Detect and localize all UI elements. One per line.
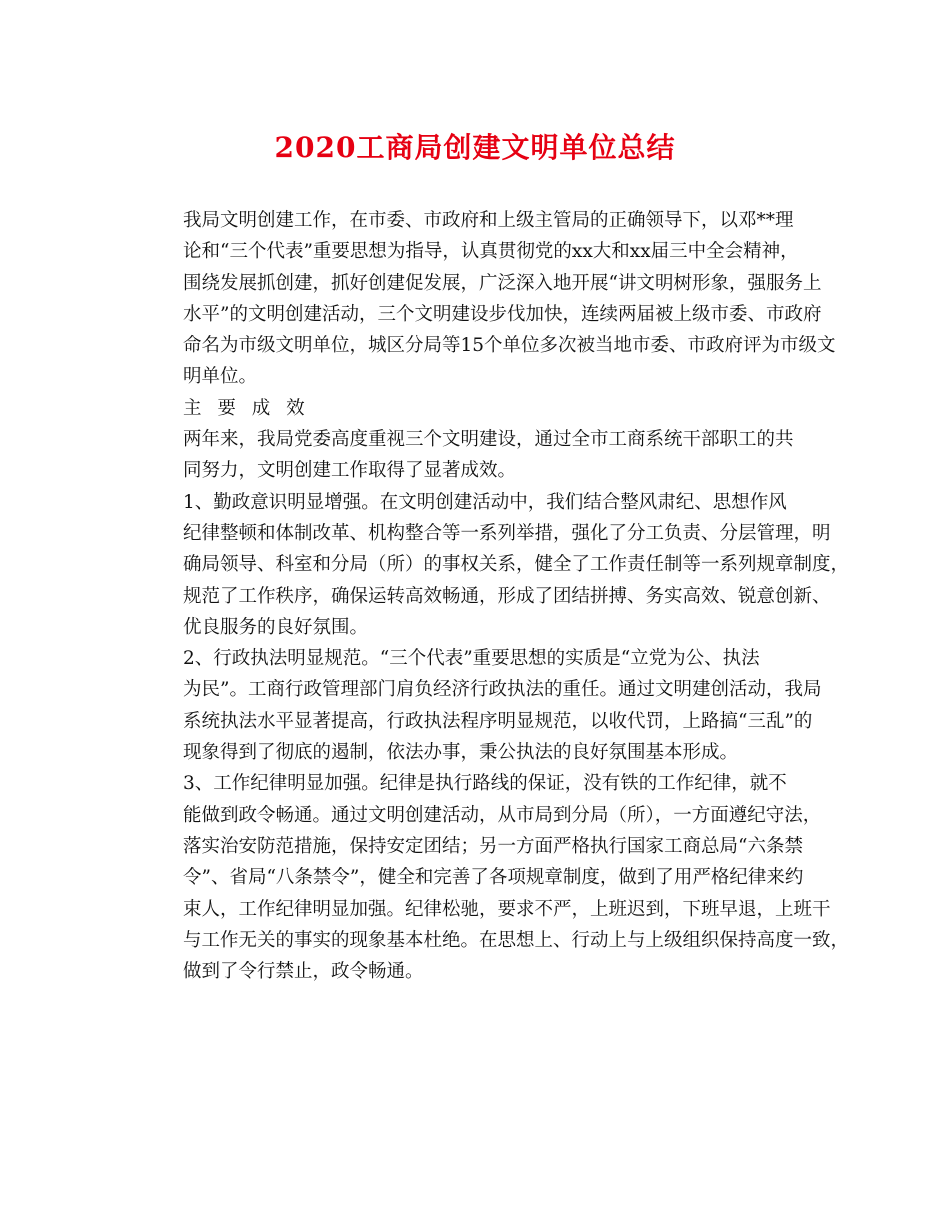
- text-line: 系统执法水平显著提高，行政执法程序明显规范，以收代罚，上路搞“三乱”的: [183, 710, 813, 732]
- text-line: 现象得到了彻底的遏制，依法办事，秉公执法的良好氛围基本形成。: [183, 742, 739, 764]
- text-line: 规范了工作秩序，确保运转高效畅通，形成了团结拼搏、务实高效、锐意创新、: [183, 585, 831, 607]
- text-line: 能做到政令畅通。通过文明创建活动，从市局到分局（所），一方面遵纪守法，: [183, 804, 822, 826]
- text-line: 明单位。: [183, 366, 258, 388]
- text-line: 纪律整顿和体制改革、机构整合等一系列举措，强化了分工负责、分层管理，明: [183, 522, 831, 544]
- text-line: 束人，工作纪律明显加强。纪律松驰，要求不严，上班迟到，下班早退，上班干: [183, 898, 831, 920]
- point-1-paragraph: [146, 487, 850, 643]
- text-line: 确局领导、科室和分局（所）的事权关系，健全了工作责任制等一系列规章制度，: [183, 554, 850, 576]
- text-line: 3、工作纪律明显加强。纪律是执行路线的保证，没有铁的工作纪律，就不: [183, 773, 787, 795]
- section-heading: [146, 393, 806, 424]
- text-line: 围绕发展抓创建，抓好创建促发展，广泛深入地开展“讲文明树形象，强服务上: [183, 272, 822, 294]
- point-3-paragraph: [146, 768, 850, 987]
- text-line: 为民”。工商行政管理部门肩负经济行政执法的重任。通过文明建创活动，我局: [183, 679, 822, 701]
- text-line: 1、勤政意识明显增强。在文明创建活动中，我们结合整风肃纪、思想作风: [183, 491, 787, 513]
- text-line: 与工作无关的事实的现象基本杜绝。在思想上、行动上与上级组织保持高度一致，: [183, 929, 850, 951]
- document-title: 2020工商局创建文明单位总结: [274, 131, 676, 164]
- text-line: 两年来，我局党委高度重视三个文明建设，通过全市工商系统干部职工的共: [183, 429, 794, 451]
- document-body: [146, 205, 850, 987]
- text-line: 命名为市级文明单位，城区分局等15个单位多次被当地市委、市政府评为市级文: [183, 335, 836, 357]
- text-line: 落实治安防范措施，保持安定团结；另一方面严格执行国家工商总局“六条禁: [183, 835, 803, 857]
- text-line: 2、行政执法明显规范。“三个代表”重要思想的实质是“立党为公、执法: [183, 648, 760, 670]
- text-line: 水平”的文明创建活动，三个文明建设步伐加快，连续两届被上级市委、市政府: [183, 303, 822, 325]
- text-line: 论和“三个代表”重要思想为指导，认真贯彻党的xx大和xx届三中全会精神，: [183, 241, 799, 263]
- intro-paragraph: [146, 205, 836, 393]
- text-line: 令”、省局“八条禁令”，健全和完善了各项规章制度，做到了用严格纪律来约: [183, 867, 804, 889]
- text-line: 优良服务的良好氛围。: [183, 616, 369, 638]
- point-2-paragraph: [146, 643, 822, 768]
- section-heading-text: 主 要 成 效: [183, 397, 310, 419]
- text-line: 我局文明创建工作，在市委、市政府和上级主管局的正确领导下，以邓**理: [183, 210, 794, 231]
- text-line: 做到了令行禁止，政令畅通。: [183, 961, 424, 983]
- summary-paragraph: [146, 424, 806, 487]
- text-line: 同努力，文明创建工作取得了显著成效。: [183, 460, 517, 482]
